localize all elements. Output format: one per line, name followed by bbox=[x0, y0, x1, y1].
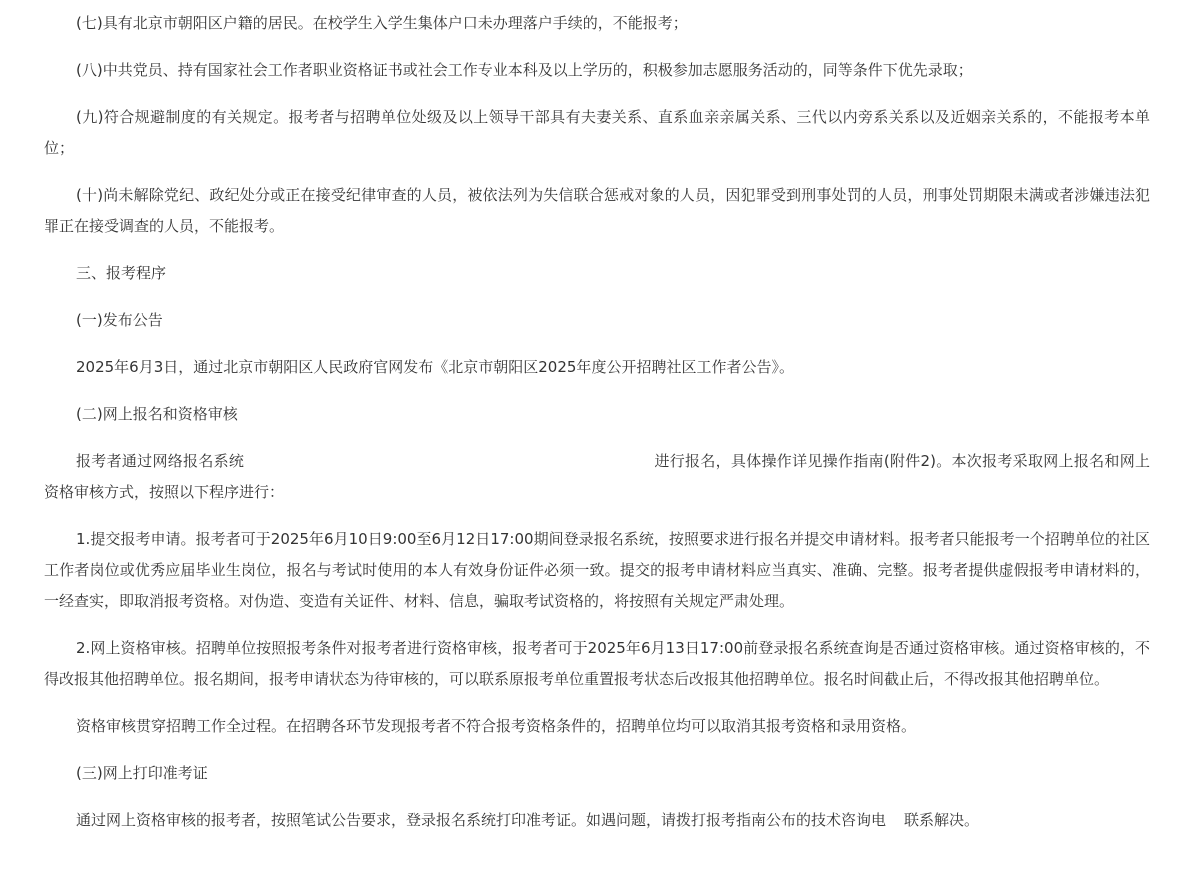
article-body bbox=[44, 8, 1150, 852]
paragraph-condition-8: (八)中共党员、持有国家社会工作者职业资格证书或社会工作专业本科及以上学历的，积极参加志愿服务活动的，同等条件下优先录取； bbox=[76, 61, 973, 79]
print-text-part1: 通过网上资格审核的报考者，按照笔试公告要求，登录报名系统打印准考证。如遇问题，请拨打报考指南公布的技术咨询电 bbox=[76, 811, 887, 829]
paragraph-condition-9: (九)符合规避制度的有关规定。报考者与招聘单位处级及以上领导干部具有夫妻关系、直系血亲亲属关系、三代以内旁系关系以及近姻亲关系的，不能报考本单位； bbox=[44, 108, 1150, 157]
section-heading-procedure: 三、报考程序 bbox=[76, 264, 167, 282]
paragraph-publish-date: 2025年6月3日，通过北京市朝阳区人民政府官网发布《北京市朝阳区2025年度公开招聘社区工作者公告》。 bbox=[76, 358, 794, 376]
print-text-part2: 联系解决。 bbox=[904, 811, 980, 829]
paragraph-review-throughout: 资格审核贯穿招聘工作全过程。在招聘各环节发现报考者不符合报考资格条件的，招聘单位均可以取消其报考资格和录用资格。 bbox=[76, 717, 917, 735]
subheading-online-registration: (二)网上报名和资格审核 bbox=[76, 405, 238, 423]
registration-text-part2: 进行报名，具体操作详见操作指南(附件2)。本次报考采取网上报名和网上资格审核方式，按照以下程序进行： bbox=[44, 452, 1150, 501]
subheading-print-admission: (三)网上打印准考证 bbox=[76, 764, 208, 782]
registration-text-part1: 报考者通过网络报名系统 bbox=[76, 452, 245, 470]
paragraph-condition-10: (十)尚未解除党纪、政纪处分或正在接受纪律审查的人员，被依法列为失信联合惩戒对象的人员，因犯罪受到刑事处罚的人员，刑事处罚期限未满或者涉嫌违法犯罪正在接受调查的人员，不能报考。 bbox=[44, 186, 1150, 235]
paragraph-step-2-review: 2.网上资格审核。招聘单位按照报考条件对报考者进行资格审核，报考者可于2025年6月13日17:00前登录报名系统查询是否通过资格审核。通过资格审核的，不得改报其他招聘单位。报名期间，报考申请状态为待审核的，可以联系原报考单位重置报考状态后改报其他招聘单位。报名时间截止后，不得改报其他招聘单位。 bbox=[44, 639, 1150, 688]
subheading-publish-notice: (一)发布公告 bbox=[76, 311, 163, 329]
paragraph-registration-system bbox=[44, 446, 1150, 508]
paragraph-print-admission bbox=[44, 805, 1150, 836]
paragraph-step-1-submit: 1.提交报考申请。报考者可于2025年6月10日9:00至6月12日17:00期间登录报名系统，按照要求进行报名并提交申请材料。报考者只能报考一个招聘单位的社区工作者岗位或优秀应届毕业生岗位，报名与考试时使用的本人有效身份证件必须一致。提交的报考申请材料应当真实、准确、完整。报考者提供虚假报考申请材料的，一经查实，即取消报考资格。对伪造、变造有关证件、材料、信息，骗取考试资格的，将按照有关规定严肃处理。 bbox=[44, 530, 1150, 610]
paragraph-condition-7: (七)具有北京市朝阳区户籍的居民。在校学生入学生集体户口未办理落户手续的，不能报考； bbox=[76, 14, 688, 32]
